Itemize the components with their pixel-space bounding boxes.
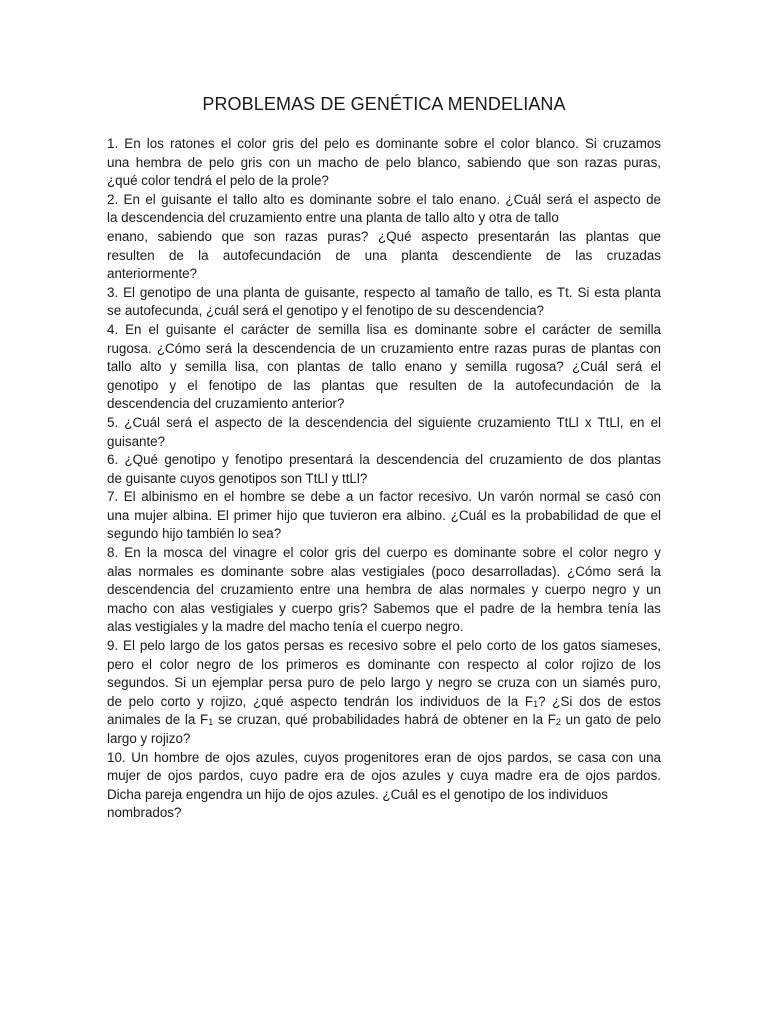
text-line [107, 544, 661, 563]
line-text: 1. En los ratones el color gris del pelo es dominante sobre el color blanco. Si cruzamos [107, 136, 661, 151]
text-line [107, 693, 661, 712]
line-text: animales de la F [107, 712, 209, 728]
problems-body [107, 135, 661, 823]
line-text: 3. El genotipo de una planta de guisante, respecto al tamaño de tallo, es Tt. Si esta planta [107, 284, 661, 300]
line-text: 5. ¿Cuál será el aspecto de la descendencia del siguiente cruzamiento TtLl x TtLl, en el [107, 414, 661, 430]
line-text: pero el color negro de los primeros es dominante con respecto al color rojizo de los [107, 656, 661, 672]
line-text: 6. ¿Qué genotipo y fenotipo presentará la descendencia del cruzamiento de dos plantas [107, 452, 661, 468]
text-line [107, 563, 661, 582]
text-line [107, 191, 661, 210]
text-line [107, 637, 661, 656]
line-text: se cruzan, qué probabilidades habrá de obtener en la F [213, 712, 556, 728]
line-text: segundos. Si un ejemplar persa puro de pelo largo y negro se cruza con un siamés puro, [107, 675, 661, 691]
line-text: ¿qué color tendrá el pelo de la prole? [107, 173, 329, 189]
line-text: descendencia del cruzamiento entre una hembra de alas normales y cuerpo negro y un [107, 582, 661, 598]
line-text: anteriormente? [107, 266, 198, 282]
line-text: una hembra de pelo gris con un macho de pelo blanco, sabiendo que son razas puras, [107, 154, 661, 170]
line-text: largo y rojizo? [107, 731, 191, 746]
line-text: de guisante cuyos genotipos son TtLl y ttLl? [107, 470, 368, 486]
line-text: descendencia del cruzamiento anterior? [107, 396, 345, 412]
line-text: 2. En el guisante el tallo alto es dominante sobre el talo enano. ¿Cuál será el aspecto de [107, 191, 661, 207]
text-line [107, 395, 661, 414]
text-line [107, 247, 661, 266]
line-text: 8. En la mosca del vinagre el color gris del cuerpo es dominante sobre el color negro y [107, 545, 661, 561]
text-line [107, 749, 661, 768]
text-line [107, 525, 661, 544]
line-text: mujer de ojos pardos, cuyo padre era de ojos azules y cuya madre era de ojos pardos. [107, 768, 661, 784]
line-text: un gato de pelo [560, 712, 661, 728]
text-line [107, 711, 661, 730]
text-line [107, 172, 661, 191]
line-text: se autofecunda, ¿cuál será el genotipo y el fenotipo de su descendencia? [107, 303, 544, 319]
text-line [107, 507, 661, 526]
line-text: alas vestigiales y la madre del macho tenía el cuerpo negro. [107, 619, 464, 635]
text-line [107, 786, 661, 805]
text-line [107, 414, 661, 433]
text-line [107, 209, 661, 228]
text-line [107, 265, 661, 284]
line-text: guisante? [107, 433, 166, 449]
line-text: la descendencia del cruzamiento entre una planta de tallo alto y otra de tallo [107, 210, 559, 226]
line-text: 4. En el guisante el carácter de semilla lisa es dominante sobre el carácter de semilla [107, 321, 661, 337]
line-text: 10. Un hombre de ojos azules, cuyos progenitores eran de ojos pardos, se casa con una [107, 749, 661, 765]
text-line [107, 674, 661, 693]
line-text: 9. El pelo largo de los gatos persas es recesivo sobre el pelo corto de los gatos siameses, [107, 638, 661, 654]
text-line [107, 321, 661, 340]
line-text: alas normales es dominante sobre alas vestigiales (poco desarrolladas). ¿Cómo será la [107, 563, 661, 579]
subscript: 2 [555, 717, 561, 728]
text-line [107, 581, 661, 600]
text-line [107, 451, 661, 470]
text-line [107, 377, 661, 396]
line-text: Dicha pareja engendra un hijo de ojos azules. ¿Cuál es el genotipo de los individuos [107, 786, 608, 802]
text-line [107, 804, 661, 823]
text-line [107, 730, 661, 749]
subscript: 1 [208, 717, 214, 728]
line-text: rugosa. ¿Cómo será la descendencia de un cruzamiento entre razas puras de plantas con [107, 340, 661, 356]
subscript: 1 [533, 698, 539, 709]
text-line [107, 600, 661, 619]
text-line [107, 433, 661, 452]
text-line [107, 302, 661, 321]
line-text: de pelo corto y rojizo, ¿qué aspecto tendrán los individuos de la F [107, 693, 534, 709]
text-line [107, 284, 661, 303]
line-text: resulten de la autofecundación de una planta descendiente de las cruzadas [107, 247, 661, 263]
document-title: PROBLEMAS DE GENÉTICA MENDELIANA [202, 94, 566, 114]
text-line [107, 358, 661, 377]
line-text: una mujer albina. El primer hijo que tuvieron era albino. ¿Cuál es la probabilidad de que el [107, 507, 661, 523]
line-text: 7. El albinismo en el hombre se debe a un factor recesivo. Un varón normal se casó con [107, 489, 661, 505]
text-line [107, 488, 661, 507]
text-line [107, 340, 661, 359]
line-text: genotipo y el fenotipo de las plantas que resulten de la autofecundación de la [107, 377, 661, 393]
text-line [107, 470, 661, 489]
text-line [107, 618, 661, 637]
line-text: tallo alto y semilla lisa, con plantas de tallo enano y semilla rugosa? ¿Cuál será el [107, 359, 661, 375]
line-text: ? ¿Si dos de estos [538, 693, 662, 709]
text-line [107, 767, 661, 786]
line-text: macho con alas vestigiales y cuerpo gris? Sabemos que el padre de la hembra tenía las [107, 600, 661, 616]
line-text: nombrados? [107, 805, 182, 821]
text-line [107, 135, 661, 154]
text-line [107, 228, 661, 247]
line-text: enano, sabiendo que son razas puras? ¿Qué aspecto presentarán las plantas que [107, 228, 661, 244]
text-line [107, 154, 661, 173]
line-text: segundo hijo también lo sea? [107, 526, 282, 542]
text-line [107, 656, 661, 675]
